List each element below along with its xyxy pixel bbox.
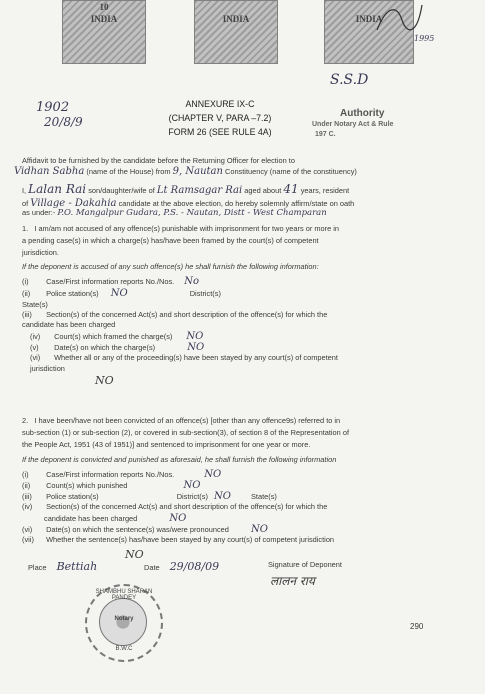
- date-field: [144, 560, 219, 573]
- stamp-country: INDIA: [90, 14, 118, 24]
- item-number: (iv): [22, 502, 33, 511]
- registration-date: 20/8/9: [44, 115, 83, 129]
- date-value: 29/08/09: [169, 560, 220, 573]
- part2-item-ii: [22, 480, 200, 491]
- date-label: Date: [144, 563, 160, 572]
- seal-center-icon: [99, 598, 147, 646]
- part2-item-vii-value: NO: [125, 548, 144, 561]
- part2-text-3: the People Act, 1951 (43 of 1951)] and sentenced to imprisonment for one year or more.: [22, 440, 311, 449]
- part2-item-vii: [22, 535, 334, 544]
- part2-item-iii: [22, 491, 277, 502]
- pen-scribble-icon: [372, 0, 427, 38]
- item-number: (ii): [22, 289, 31, 298]
- deponent-relation: son/daughter/wife of: [88, 186, 155, 195]
- stamp-date: 1995: [414, 34, 435, 43]
- notary-authority: Authority: [340, 108, 385, 119]
- item-label: Police station(s): [46, 289, 99, 298]
- part1-state: State(s): [22, 300, 48, 309]
- item-number: (iii): [22, 492, 32, 501]
- deponent-address: P.O. Mangalpur Gudara, P.S. - Nautan, Distt - West Champaran: [57, 208, 327, 218]
- part1-item-vi: [30, 353, 338, 362]
- part1-item-v: [30, 342, 204, 353]
- part1-line-1: [22, 224, 339, 233]
- part2-item-iv-cont: [44, 513, 186, 524]
- constituency-name: 9, Nautan: [172, 166, 223, 177]
- item-label: Section(s) of the concerned Act(s) and short description of the offence(s) for which the: [46, 310, 328, 319]
- deponent-signature: लालन राय: [270, 574, 315, 588]
- chapter-heading: (CHAPTER V, PARA –7.2): [168, 113, 272, 123]
- item-value: NO: [187, 342, 205, 353]
- item-label: Section(s) of the concerned Act(s) and short description of the offence(s) for which the: [46, 502, 328, 511]
- item-label: Date(s) on which the sentence(s) was/were pronounced: [46, 525, 229, 534]
- item-label: Date(s) on which the charge(s): [54, 343, 156, 352]
- item-label: Case/First information reports No./Nos.: [46, 277, 175, 286]
- item-label: Whether all or any of the proceeding(s) have been stayed by any court(s) of competent: [54, 353, 338, 362]
- deponent-line-1: [22, 182, 349, 196]
- notary-act: Under Notary Act & Rule: [312, 121, 394, 128]
- house-name: Vidhan Sabha: [14, 166, 85, 177]
- intro-line: Affidavit to be furnished by the candidate before the Returning Officer for election to: [22, 156, 295, 165]
- place-field: [28, 560, 97, 573]
- part2-item-iv: [22, 502, 327, 511]
- annexure-heading: ANNEXURE IX-C: [185, 99, 255, 109]
- deponent-of: of: [22, 199, 29, 208]
- signature-label: Signature of Deponent: [268, 560, 342, 569]
- item-number: (vi): [22, 525, 33, 534]
- item-label: Police station(s): [46, 492, 99, 501]
- deponent-village: Village - Dakahia: [30, 198, 117, 209]
- intro-mid: (name of the House) from: [86, 167, 171, 176]
- item-number: (i): [22, 277, 29, 286]
- item-number: (v): [30, 343, 39, 352]
- part1-number: 1.: [22, 224, 29, 233]
- item-label: Court(s) which framed the charge(s): [54, 332, 173, 341]
- deponent-line-3: [22, 208, 327, 218]
- item-extra: District(s): [189, 289, 221, 298]
- part2-instruction: If the deponent is convicted and punished as aforesaid, he shall furnish the following information: [22, 455, 337, 464]
- item-number: (vi): [30, 353, 41, 362]
- item-number: (iii): [22, 310, 32, 319]
- seal-ring-text: SHAMBHU SHARAN PANDEY: [95, 589, 153, 601]
- part2-item-i: [22, 469, 221, 480]
- part1-item-iv: [30, 331, 203, 342]
- deponent-age: 41: [283, 182, 299, 196]
- part2-text-1: I have been/have not been convicted of an offence(s) [other than any offence9s) referred to in: [34, 416, 341, 425]
- deponent-candidate-text: candidate at the above election, do hereby solemnly affirm/state on oath: [118, 199, 355, 208]
- place-label: Place: [28, 563, 47, 572]
- form-heading: FORM 26 (SEE RULE 4A): [168, 127, 272, 137]
- item-extra: District(s): [176, 492, 208, 501]
- part2-text-2: sub-section (1) or sub-section (2), or covered in sub-section(3), of section 8 of the Representation of: [22, 428, 349, 437]
- part1-jurisdiction-value: NO: [95, 374, 114, 387]
- revenue-stamp-2: [194, 0, 278, 64]
- seal-center-text: Notary: [114, 616, 134, 622]
- stamp-denomination: 10: [99, 2, 109, 12]
- seal-bottom-text: B.W.C: [115, 646, 133, 652]
- item-value: NO: [169, 513, 187, 524]
- item-value: NO: [213, 491, 231, 502]
- item-value: NO: [250, 524, 268, 535]
- part1-text-3: jurisdiction.: [22, 248, 59, 257]
- notary-seal: [85, 584, 163, 662]
- deponent-as-under: as under:-: [22, 208, 56, 217]
- item-label: Case/First information reports No./Nos.: [46, 470, 175, 479]
- intro-line-2: [14, 166, 357, 177]
- stamp-country: INDIA: [355, 14, 383, 24]
- part2-item-vi: [22, 524, 268, 535]
- intro-tail: Constituency (name of the constituency): [225, 167, 357, 176]
- part1-instruction: If the deponent is accused of any such offence(s) he shall furnish the following information:: [22, 262, 319, 271]
- father-name: Lt Ramsagar Rai: [156, 185, 243, 196]
- stamp-country: INDIA: [222, 14, 250, 24]
- item-label: Count(s) which punished: [46, 481, 128, 490]
- part1-item-i: [22, 276, 199, 287]
- part2-number: 2.: [22, 416, 29, 425]
- item-number: (iv): [30, 332, 41, 341]
- item-label: Whether the sentence(s) has/have been stayed by any court(s) of competent jurisdiction: [46, 535, 335, 544]
- deponent-name: Lalan Rai: [28, 182, 87, 196]
- part1-item-ii: [22, 288, 221, 299]
- item-number: (ii): [22, 481, 31, 490]
- part1-item-iii: [22, 310, 327, 319]
- registration-number: 1902: [36, 100, 70, 115]
- deponent-years: years, resident: [300, 186, 350, 195]
- item-number: (i): [22, 470, 29, 479]
- item-value: No: [184, 276, 200, 287]
- item-extra-2: State(s): [250, 492, 277, 501]
- part2-line-1: [22, 416, 340, 425]
- item-value: NO: [204, 469, 222, 480]
- part1-text-2: a pending case(s) in which a charge(s) has/have been framed by the court(s) of competent: [22, 236, 319, 245]
- item-value: NO: [183, 480, 201, 491]
- item-value: NO: [186, 331, 204, 342]
- page-number: 290: [410, 622, 424, 631]
- item-value: NO: [110, 288, 128, 299]
- deponent-aged: aged about: [244, 186, 282, 195]
- part1-jurisdiction: jurisdiction: [30, 364, 65, 373]
- notary-initials: S.S.D: [330, 72, 369, 88]
- deponent-prefix: I,: [22, 186, 27, 195]
- revenue-stamp-1: [62, 0, 146, 64]
- item-number: (vii): [22, 535, 34, 544]
- item-label: candidate has been charged: [44, 514, 138, 523]
- part1-item-iii-cont: candidate has been charged: [22, 320, 116, 329]
- place-value: Bettiah: [56, 560, 98, 573]
- part1-text-1: I am/am not accused of any offence(s) punishable with imprisonment for two years or more in: [34, 224, 340, 233]
- notary-act-year: 197 C.: [315, 131, 336, 138]
